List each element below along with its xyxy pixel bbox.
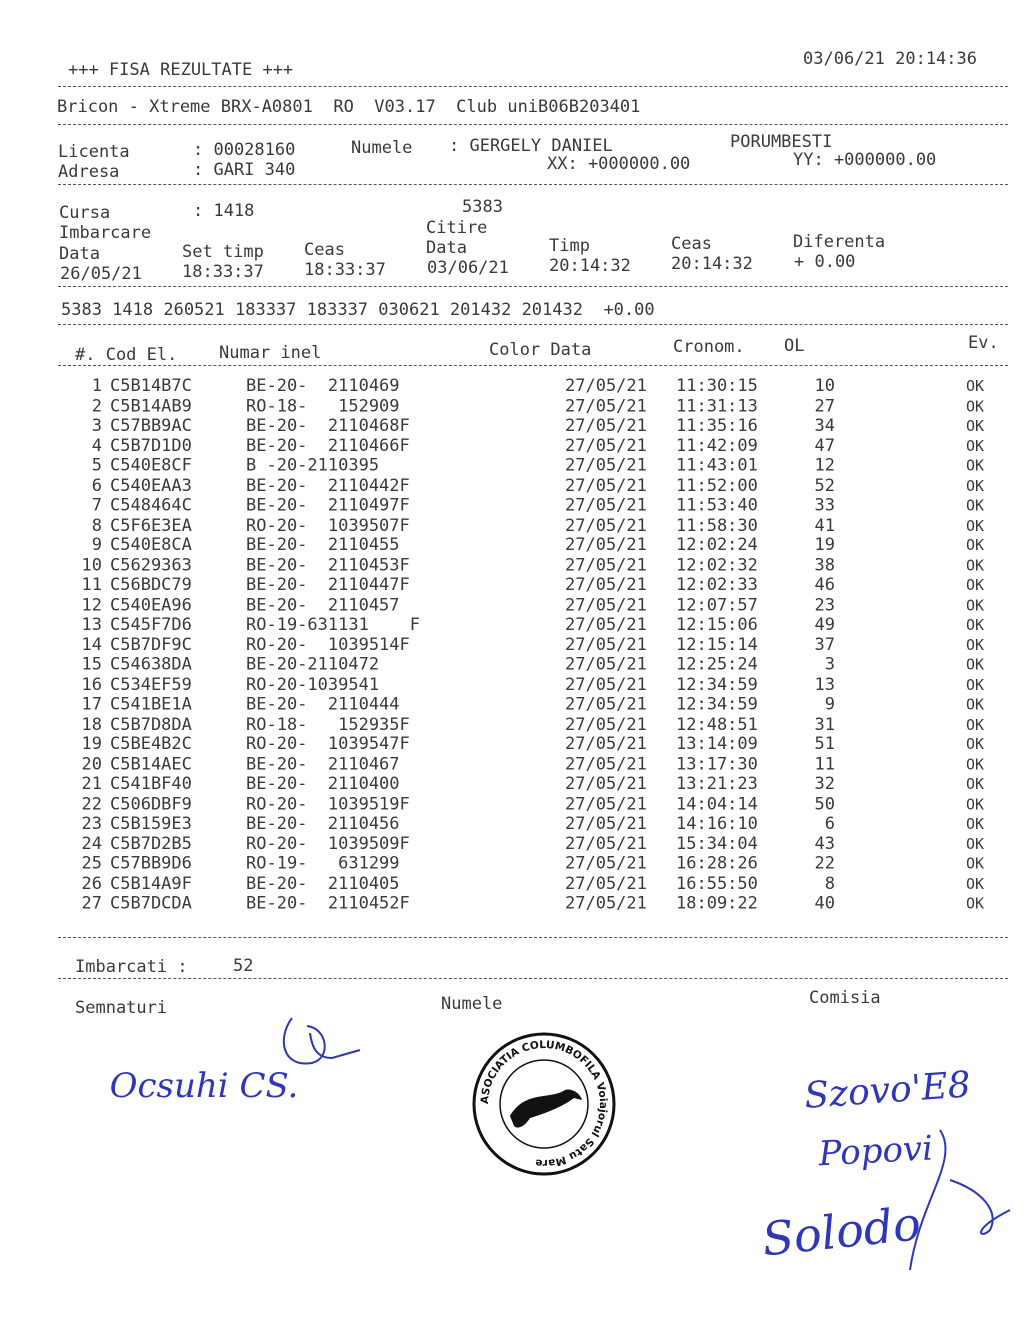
- device-line: Bricon - Xtreme BRX-A0801 RO V03.17 Club uniB06B203401: [57, 97, 641, 117]
- row-ol: 9: [824, 694, 835, 715]
- divider: [58, 124, 1008, 125]
- table-row: [60, 615, 1020, 636]
- row-date: 27/05/21: [565, 475, 647, 496]
- row-number: 5: [91, 455, 102, 476]
- row-ol: 11: [814, 754, 835, 775]
- col-diferenta: Diferenta: [793, 232, 886, 252]
- row-ev: OK: [966, 595, 985, 614]
- row-ev: OK: [966, 675, 985, 694]
- table-row: [60, 535, 1020, 556]
- row-ring: RO-18- 152909: [246, 395, 400, 416]
- col-ceas-citire: Ceas: [671, 234, 712, 254]
- results-table: [60, 376, 1020, 930]
- row-ev: OK: [966, 735, 985, 754]
- table-row: [60, 595, 1020, 616]
- row-ol: 23: [814, 594, 835, 615]
- table-row: [60, 734, 1020, 755]
- row-number: 20: [81, 754, 102, 775]
- row-ring: BE-20- 2110400: [246, 774, 400, 794]
- row-time: 16:55:50: [676, 873, 758, 894]
- imbarcare-label: Imbarcare: [59, 223, 152, 243]
- table-row: [60, 575, 1020, 596]
- col-timp: Timp: [549, 236, 590, 256]
- row-number: 19: [81, 734, 102, 755]
- row-ev: OK: [966, 834, 985, 853]
- row-ol: 6: [824, 813, 835, 834]
- row-time: 11:58:30: [676, 515, 758, 536]
- col-header-cronom: Cronom.: [673, 337, 745, 357]
- row-ev: OK: [966, 576, 985, 594]
- col-ceas-imbarcare: Ceas: [304, 240, 345, 260]
- numele-label: Numele: [351, 138, 413, 158]
- row-date: 27/05/21: [565, 614, 647, 635]
- row-code: C54638DA: [110, 654, 192, 675]
- row-time: 18:09:22: [676, 893, 758, 914]
- row-date: 27/05/21: [565, 833, 647, 854]
- row-ring: BE-20- 2110442F: [246, 475, 410, 496]
- association-stamp: [470, 1030, 618, 1178]
- divider: [58, 286, 1008, 287]
- signature-right-2-text: Popovi: [817, 1128, 934, 1175]
- table-row: [60, 893, 1020, 914]
- imbarcati-value: 52: [233, 956, 254, 976]
- row-time: 11:35:16: [676, 415, 758, 436]
- row-ol: 52: [814, 475, 835, 496]
- row-ol: 12: [814, 455, 835, 476]
- table-row: [60, 754, 1020, 775]
- row-ring: BE-20- 2110444: [246, 694, 400, 715]
- report-title: +++ FISA REZULTATE +++: [68, 60, 294, 80]
- row-number: 26: [81, 873, 102, 894]
- row-number: 23: [81, 813, 102, 834]
- row-number: 1: [91, 376, 102, 396]
- row-number: 3: [91, 415, 102, 436]
- table-row: [60, 555, 1020, 576]
- xx-coordinate: XX: +000000.00: [547, 154, 691, 174]
- row-number: 18: [81, 714, 102, 735]
- row-ev: OK: [966, 715, 985, 734]
- row-ol: 46: [814, 575, 835, 595]
- row-ring: BE-20-2110472: [246, 654, 380, 675]
- table-row: [60, 476, 1020, 497]
- row-ring: BE-20- 2110466F: [246, 435, 410, 456]
- row-time: 11:43:01: [676, 455, 758, 476]
- row-date: 27/05/21: [565, 754, 647, 775]
- val-data-citire: 03/06/21: [427, 258, 509, 278]
- row-number: 13: [81, 614, 102, 635]
- row-ring: BE-20- 2110457: [246, 594, 400, 615]
- row-ol: 10: [814, 376, 835, 396]
- row-ev: OK: [966, 635, 985, 654]
- stamp-text: ASOCIATIA COLUMBOFILA Voiajorul Satu Mare: [478, 1038, 610, 1170]
- table-row: [60, 774, 1020, 795]
- row-date: 27/05/21: [565, 893, 647, 914]
- row-date: 27/05/21: [565, 515, 647, 536]
- val-timp: 20:14:32: [549, 256, 631, 276]
- row-time: 11:30:15: [676, 376, 758, 396]
- row-date: 27/05/21: [565, 873, 647, 894]
- citire-label: Citire: [426, 218, 488, 238]
- row-code: C540EAA3: [110, 475, 192, 496]
- row-number: 17: [81, 694, 102, 715]
- row-ev: OK: [966, 655, 985, 674]
- row-number: 8: [91, 515, 102, 536]
- table-row: [60, 854, 1020, 875]
- signature-right-1-text: Szovo'E8: [803, 1064, 972, 1117]
- row-ev: OK: [966, 615, 985, 634]
- row-ring: B -20-2110395: [246, 455, 380, 476]
- val-data-imbarcare: 26/05/21: [60, 264, 142, 284]
- divider: [58, 184, 1008, 185]
- row-ol: 37: [814, 634, 835, 655]
- adresa-label: Adresa: [58, 162, 120, 182]
- row-time: 13:21:23: [676, 774, 758, 794]
- row-time: 15:34:04: [676, 833, 758, 854]
- row-time: 12:34:59: [676, 674, 758, 695]
- imbarcati-label: Imbarcati :: [75, 957, 188, 977]
- row-ev: OK: [966, 775, 985, 793]
- row-ol: 47: [814, 435, 835, 456]
- row-code: C540EA96: [110, 594, 192, 615]
- table-row: [60, 436, 1020, 457]
- table-row: [60, 694, 1020, 715]
- row-ol: 43: [814, 833, 835, 854]
- row-ol: 19: [814, 535, 835, 556]
- row-ring: RO-20- 1039507F: [246, 515, 410, 536]
- row-ol: 40: [814, 893, 835, 914]
- table-row: [60, 515, 1020, 536]
- row-number: 11: [81, 575, 102, 595]
- pigeon-icon: [510, 1089, 582, 1127]
- signature-right-3-text: Solodo: [759, 1196, 924, 1267]
- row-ol: 38: [814, 555, 835, 576]
- row-ol: 32: [814, 774, 835, 794]
- row-date: 27/05/21: [565, 774, 647, 794]
- row-ev: OK: [966, 894, 985, 913]
- row-date: 27/05/21: [565, 734, 647, 755]
- row-code: C5B7DCDA: [110, 893, 192, 914]
- row-number: 16: [81, 674, 102, 695]
- row-time: 12:25:24: [676, 654, 758, 675]
- table-row: [60, 675, 1020, 696]
- divider: [58, 324, 1008, 325]
- row-date: 27/05/21: [565, 435, 647, 456]
- stamp-graphic: [470, 1030, 618, 1178]
- row-ring: BE-20- 2110497F: [246, 495, 410, 516]
- row-date: 27/05/21: [565, 654, 647, 675]
- row-code: C5BE4B2C: [110, 734, 192, 755]
- row-date: 27/05/21: [565, 594, 647, 615]
- row-time: 14:16:10: [676, 813, 758, 834]
- row-date: 27/05/21: [565, 634, 647, 655]
- table-row: [60, 655, 1020, 676]
- row-code: C5B14AEC: [110, 754, 192, 775]
- row-code: C540E8CF: [110, 455, 192, 476]
- owner-locality: PORUMBESTI: [730, 132, 833, 152]
- row-time: 16:28:26: [676, 853, 758, 874]
- row-number: 9: [91, 535, 102, 556]
- row-ol: 8: [824, 873, 835, 894]
- row-date: 27/05/21: [565, 415, 647, 436]
- row-number: 15: [81, 654, 102, 675]
- table-row: [60, 814, 1020, 835]
- row-ring: BE-20- 2110405: [246, 873, 400, 894]
- row-code: C534EF59: [110, 674, 192, 695]
- row-ev: OK: [966, 814, 985, 833]
- row-code: C56BDC79: [110, 575, 192, 595]
- row-code: C548464C: [110, 495, 192, 516]
- row-time: 11:42:09: [676, 435, 758, 456]
- divider: [58, 937, 1008, 938]
- row-ring: BE-20- 2110456: [246, 813, 400, 834]
- row-number: 14: [81, 634, 102, 655]
- row-ring: RO-19-631131 F: [246, 614, 420, 635]
- row-time: 12:02:32: [676, 555, 758, 576]
- row-number: 27: [81, 893, 102, 914]
- col-data-imbarcare: Data: [59, 244, 100, 264]
- row-time: 12:15:06: [676, 614, 758, 635]
- row-ring: RO-20- 1039547F: [246, 734, 410, 755]
- row-time: 12:34:59: [676, 694, 758, 715]
- row-ev: OK: [966, 874, 985, 893]
- col-header-ev: Ev.: [968, 333, 999, 353]
- signature-left: [88, 1026, 298, 1106]
- row-date: 27/05/21: [565, 813, 647, 834]
- row-ring: BE-20- 2110468F: [246, 415, 410, 436]
- row-ev: OK: [966, 755, 985, 774]
- table-row: [60, 456, 1020, 477]
- divider: [58, 978, 1008, 979]
- row-time: 13:17:30: [676, 754, 758, 775]
- row-code: C5629363: [110, 555, 192, 576]
- table-row: [60, 874, 1020, 895]
- val-ceas-citire: 20:14:32: [671, 254, 753, 274]
- row-code: C5F6E3EA: [110, 515, 192, 536]
- row-number: 6: [91, 475, 102, 496]
- row-date: 27/05/21: [565, 853, 647, 874]
- table-row: [60, 396, 1020, 417]
- col-data-citire: Data: [426, 238, 467, 258]
- report-datetime: 03/06/21 20:14:36: [803, 49, 977, 69]
- table-row: [60, 794, 1020, 815]
- row-code: C5B7D2B5: [110, 833, 192, 854]
- numele-value: : GERGELY DANIEL: [449, 136, 613, 156]
- row-ev: OK: [966, 516, 985, 535]
- row-time: 13:14:09: [676, 734, 758, 755]
- cursa-value: : 1418: [193, 201, 255, 221]
- row-code: C541BE1A: [110, 694, 192, 715]
- row-code: C540E8CA: [110, 535, 192, 556]
- row-ev: OK: [966, 436, 985, 455]
- row-code: C5B14A9F: [110, 873, 192, 894]
- row-ev: OK: [966, 377, 985, 395]
- row-ring: RO-19- 631299: [246, 853, 400, 874]
- row-ol: 49: [814, 614, 835, 635]
- row-date: 27/05/21: [565, 575, 647, 595]
- row-code: C506DBF9: [110, 793, 192, 814]
- row-date: 27/05/21: [565, 674, 647, 695]
- divider: [58, 365, 1008, 366]
- row-ol: 41: [814, 515, 835, 536]
- yy-coordinate: YY: +000000.00: [793, 150, 937, 170]
- row-time: 11:52:00: [676, 475, 758, 496]
- row-date: 27/05/21: [565, 455, 647, 476]
- row-ring: BE-20- 2110467: [246, 754, 400, 775]
- val-diferenta: + 0.00: [794, 252, 856, 272]
- table-row: [60, 495, 1020, 516]
- licenta-label: Licenta: [58, 142, 130, 162]
- row-date: 27/05/21: [565, 395, 647, 416]
- row-number: 25: [81, 853, 102, 874]
- row-ring: RO-20- 1039509F: [246, 833, 410, 854]
- row-ev: OK: [966, 396, 985, 415]
- divider: [58, 86, 1008, 87]
- row-ring: RO-20- 1039514F: [246, 634, 410, 655]
- row-number: 12: [81, 594, 102, 615]
- row-ring: RO-20- 1039519F: [246, 793, 410, 814]
- signature-left-flourish: [272, 1008, 362, 1074]
- race-summary-line: 5383 1418 260521 183337 183337 030621 201432 201432 +0.00: [61, 300, 655, 320]
- col-set-timp: Set timp: [182, 242, 264, 262]
- row-ring: BE-20- 2110469: [246, 376, 400, 396]
- col-header-color-data: Color Data: [489, 340, 592, 360]
- row-date: 27/05/21: [565, 714, 647, 735]
- footer-numele-label: Numele: [441, 994, 503, 1014]
- row-code: C57BB9D6: [110, 853, 192, 874]
- row-ring: RO-18- 152935F: [246, 714, 410, 735]
- row-number: 7: [91, 495, 102, 516]
- row-time: 12:02:24: [676, 535, 758, 556]
- row-number: 24: [81, 833, 102, 854]
- cursa-label: Cursa: [59, 203, 111, 223]
- row-code: C57BB9AC: [110, 415, 192, 436]
- row-ol: 31: [814, 714, 835, 735]
- table-row: [60, 376, 1020, 397]
- row-ol: 34: [814, 415, 835, 436]
- row-ring: BE-20- 2110447F: [246, 575, 410, 595]
- row-code: C5B7D1D0: [110, 435, 192, 456]
- row-time: 12:15:14: [676, 634, 758, 655]
- row-number: 22: [81, 793, 102, 814]
- row-ring: BE-20- 2110453F: [246, 555, 410, 576]
- row-ring: RO-20-1039541: [246, 674, 380, 695]
- row-ol: 33: [814, 495, 835, 516]
- row-number: 4: [91, 435, 102, 456]
- row-ol: 13: [814, 674, 835, 695]
- col-header-ring: Numar inel: [219, 343, 322, 363]
- row-code: C5B14AB9: [110, 395, 192, 416]
- table-row: [60, 714, 1020, 735]
- row-date: 27/05/21: [565, 793, 647, 814]
- row-ev: OK: [966, 556, 985, 575]
- row-ol: 3: [824, 654, 835, 675]
- signature-right-flourish: [880, 1120, 1020, 1280]
- row-number: 21: [81, 774, 102, 794]
- val-ceas-imbarcare: 18:33:37: [304, 260, 386, 280]
- row-ev: OK: [966, 456, 985, 475]
- row-ring: BE-20- 2110455: [246, 535, 400, 556]
- row-code: C541BF40: [110, 774, 192, 794]
- adresa-value: : GARI 340: [193, 160, 296, 180]
- row-ol: 51: [814, 734, 835, 755]
- row-date: 27/05/21: [565, 376, 647, 396]
- row-ev: OK: [966, 416, 985, 435]
- row-ev: OK: [966, 854, 985, 873]
- row-ev: OK: [966, 695, 985, 714]
- row-ev: OK: [966, 476, 985, 495]
- row-ol: 50: [814, 793, 835, 814]
- val-set-timp: 18:33:37: [182, 262, 264, 282]
- row-number: 2: [91, 395, 102, 416]
- row-code: C5B7D8DA: [110, 714, 192, 735]
- comisia-label: Comisia: [809, 988, 881, 1008]
- col-header-number-code: #. Cod El.: [75, 345, 178, 365]
- licenta-value: : 00028160: [193, 140, 296, 160]
- row-date: 27/05/21: [565, 535, 647, 556]
- row-time: 12:48:51: [676, 714, 758, 735]
- signature-left-text: Ocsuhi CS.: [109, 1066, 299, 1106]
- row-ev: OK: [966, 794, 985, 813]
- row-code: C5B14B7C: [110, 376, 192, 396]
- row-code: C5B159E3: [110, 813, 192, 834]
- row-ol: 22: [814, 853, 835, 874]
- row-time: 11:53:40: [676, 495, 758, 516]
- row-date: 27/05/21: [565, 495, 647, 516]
- row-ev: OK: [966, 496, 985, 515]
- row-ring: BE-20- 2110452F: [246, 893, 410, 914]
- row-code: C5B7DF9C: [110, 634, 192, 655]
- table-row: [60, 416, 1020, 437]
- row-ol: 27: [814, 395, 835, 416]
- row-date: 27/05/21: [565, 555, 647, 576]
- table-row: [60, 635, 1020, 656]
- semnaturi-label: Semnaturi: [75, 998, 168, 1018]
- row-ev: OK: [966, 536, 985, 555]
- row-code: C545F7D6: [110, 614, 192, 635]
- row-time: 12:07:57: [676, 594, 758, 615]
- row-time: 11:31:13: [676, 395, 758, 416]
- table-row: [60, 834, 1020, 855]
- row-time: 12:02:33: [676, 575, 758, 595]
- row-date: 27/05/21: [565, 694, 647, 715]
- row-number: 10: [81, 555, 102, 576]
- race-number: 5383: [462, 197, 503, 217]
- col-header-ol: OL: [784, 336, 805, 356]
- row-time: 14:04:14: [676, 793, 758, 814]
